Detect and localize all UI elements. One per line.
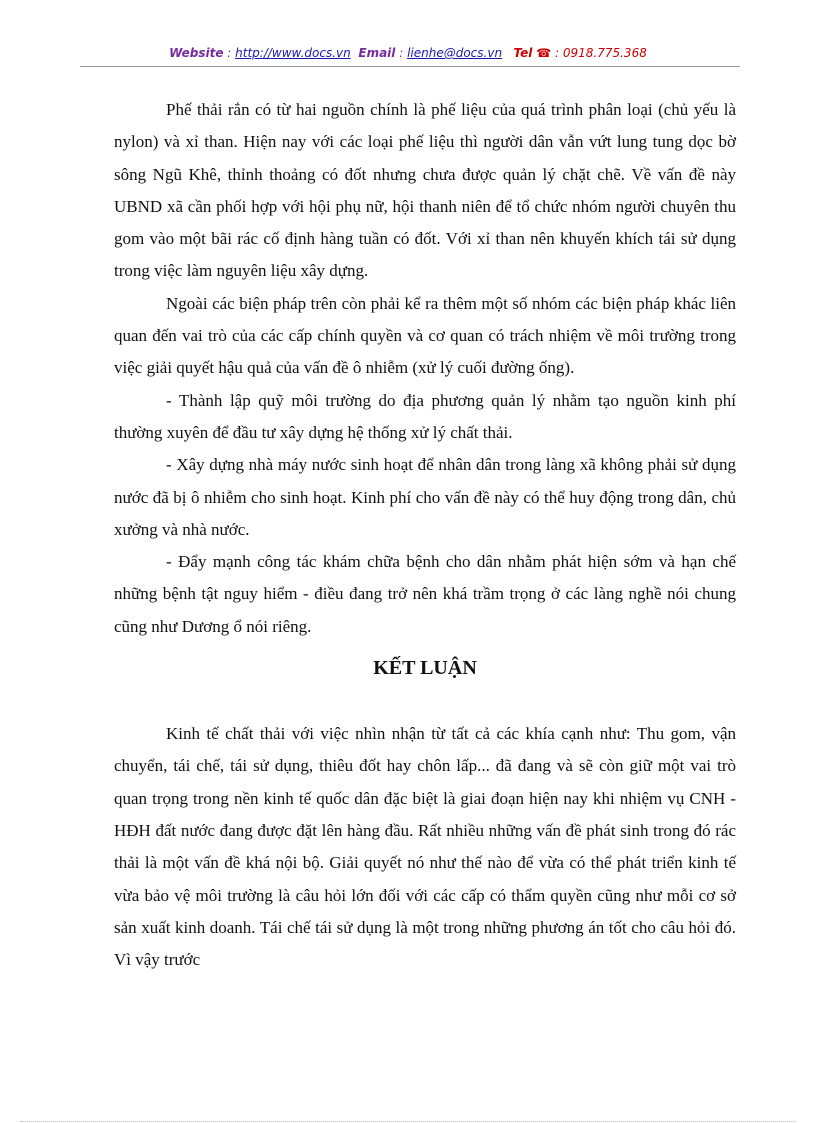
phone-colon: : xyxy=(551,46,563,60)
footer-divider xyxy=(20,1121,796,1122)
page-header xyxy=(0,46,816,60)
body-paragraph: Phế thải rắn có từ hai nguồn chính là phế liệu của quá trình phân loại (chủ yếu là nylon) và xỉ than. Hiện nay với các loại phế liệu thì người dân vẫn vứt lung tung dọc bờ sông Ngũ Khê, thỉnh thoảng có đốt nhưng chưa được quản lý chặt chẽ. Về vấn đề này UBND xã cần phối hợp với hội phụ nữ, hội thanh niên để tổ chức nhóm người chuyên thu gom vào một bãi rác cố định hàng tuần có đốt. Với xỉ than nên khuyến khích tái sử dụng trong việc làm nguyên liệu xây dựng. xyxy=(114,100,736,281)
body-paragraph: - Xây dựng nhà máy nước sinh hoạt để nhân dân trong làng xã không phải sử dụng nước đã bị ô nhiễm cho sinh hoạt. Kinh phí cho vấn đề này có thể huy động trong dân, chủ xưởng và nhà nước. xyxy=(114,455,736,539)
phone-number: 0918.775.368 xyxy=(562,46,647,60)
header-divider xyxy=(80,66,740,67)
section-heading: KẾT LUẬN xyxy=(373,657,477,680)
conclusion-paragraph: Kinh tế chất thải với việc nhìn nhận từ tất cả các khía cạnh như: Thu gom, vận chuyển, tái chế, tái sử dụng, thiêu đốt hay chôn lấp... đã đang và sẽ còn giữ một vai trò quan trọng trong nền kinh tế quốc dân đặc biệt là giai đoạn hiện nay khi nhiệm vụ CNH - HĐH đất nước đang được đặt lên hàng đầu. Rất nhiều những vấn đề phát sinh trong đó rác thải là một vấn đề khá nội bộ. Giải quyết nó như thế nào để vừa có thể phát triển kinh tế vừa bảo vệ môi trường là câu hỏi lớn đối với các cấp có thẩm quyền cũng như mỗi cơ sở sản xuất kinh doanh. Tái chế tái sử dụng là một trong những phương án tốt cho câu hỏi đó. Vì vậy trước xyxy=(114,724,736,970)
body-paragraph: Ngoài các biện pháp trên còn phải kể ra thêm một số nhóm các biện pháp khác liên quan đến vai trò của các cấp chính quyền và cơ quan có trách nhiệm về môi trường trong việc giải quyết hậu quả của vấn đề ô nhiễm (xử lý cuối đường ống). xyxy=(114,293,736,378)
website-label: Website xyxy=(169,46,224,60)
email-label: Email xyxy=(358,46,396,60)
document-body xyxy=(114,94,736,976)
email-colon: : xyxy=(395,46,408,60)
email-link[interactable]: lienhe@docs.vn xyxy=(407,46,503,60)
phone-icon: ☎ xyxy=(536,46,552,60)
body-paragraph: - Đẩy mạnh công tác khám chữa bệnh cho dân nhằm phát hiện sớm và hạn chế những bệnh tật nguy hiểm - điều đang trở nên khá trầm trọng ở các làng nghề nói chung cũng như Dương ổ nói riêng. xyxy=(114,552,736,636)
body-paragraph: - Thành lập quỹ môi trường do địa phương quản lý nhằm tạo nguồn kinh phí thường xuyên để đầu tư xây dựng hệ thống xử lý chất thải. xyxy=(114,390,736,442)
website-colon: : xyxy=(223,46,236,60)
website-link[interactable]: http://www.docs.vn xyxy=(235,46,351,60)
tel-label: Tel xyxy=(513,46,533,60)
